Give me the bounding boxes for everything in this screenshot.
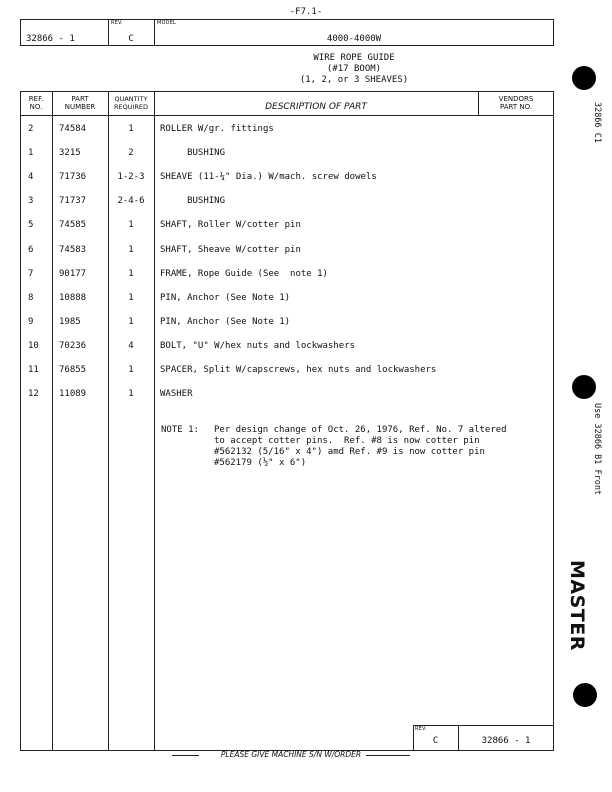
title-line-3: (1, 2, or 3 SHEAVES) bbox=[299, 75, 409, 85]
row-ref: 2 bbox=[28, 124, 34, 134]
col-divider bbox=[52, 91, 53, 751]
col-header-ref: REF. NO. bbox=[28, 95, 44, 111]
row-description: BOLT, "U" W/hex nuts and lockwashers bbox=[160, 341, 356, 351]
note-label: NOTE 1: bbox=[161, 425, 199, 435]
row-description: PIN, Anchor (See Note 1) bbox=[160, 317, 291, 327]
row-part-number: 76855 bbox=[59, 365, 87, 375]
row-part-number: 74585 bbox=[59, 220, 87, 230]
header-rev-label: REV. bbox=[111, 20, 123, 26]
master-stamp: MASTER bbox=[566, 560, 588, 651]
margin-code-top: 32866 C1 bbox=[592, 102, 602, 143]
row-quantity: 1 bbox=[128, 293, 134, 303]
punch-hole bbox=[573, 683, 597, 707]
row-part-number: 70236 bbox=[59, 341, 87, 351]
table-header-rule bbox=[20, 115, 554, 116]
row-ref: 4 bbox=[28, 172, 34, 182]
note-line-3: #562132 (5/16" x 4") amd Ref. #9 is now cotter pin bbox=[214, 447, 485, 457]
row-part-number: 3215 bbox=[59, 148, 81, 158]
title-line-1: WIRE ROPE GUIDE bbox=[313, 53, 395, 63]
row-description: SHEAVE (11-¼" Dia.) W/mach. screw dowels bbox=[160, 172, 377, 182]
row-quantity: 4 bbox=[128, 341, 134, 351]
row-part-number: 90177 bbox=[59, 269, 87, 279]
title-line-2: (#17 BOOM) bbox=[326, 64, 382, 74]
row-part-number: 71737 bbox=[59, 196, 87, 206]
col-divider bbox=[154, 91, 155, 751]
row-part-number: 74583 bbox=[59, 245, 87, 255]
page-number: -F7.1- bbox=[289, 7, 323, 17]
row-quantity: 2 bbox=[128, 148, 134, 158]
row-description: BUSHING bbox=[160, 148, 226, 158]
header-part-number: 32866 - 1 bbox=[26, 34, 75, 44]
row-quantity: 1 bbox=[128, 124, 134, 134]
footer-rev-label: REV. bbox=[415, 726, 427, 732]
footer-rev: C bbox=[432, 736, 439, 746]
row-ref: 12 bbox=[28, 389, 39, 399]
row-description: PIN, Anchor (See Note 1) bbox=[160, 293, 291, 303]
row-description: FRAME, Rope Guide (See note 1) bbox=[160, 269, 328, 279]
row-part-number: 1985 bbox=[59, 317, 81, 327]
row-quantity: 1 bbox=[128, 389, 134, 399]
row-description: SHAFT, Sheave W/cotter pin bbox=[160, 245, 301, 255]
punch-hole bbox=[572, 66, 596, 90]
header-rev: C bbox=[128, 34, 134, 44]
row-ref: 7 bbox=[28, 269, 34, 279]
note-line-4: #562179 (½" x 6") bbox=[214, 458, 307, 468]
parts-table bbox=[20, 91, 554, 751]
row-part-number: 11089 bbox=[59, 389, 87, 399]
row-description: SPACER, Split W/capscrews, hex nuts and lockwashers bbox=[160, 365, 437, 375]
row-ref: 8 bbox=[28, 293, 34, 303]
row-description: SHAFT, Roller W/cotter pin bbox=[160, 220, 301, 230]
row-ref: 9 bbox=[28, 317, 34, 327]
row-quantity: 1 bbox=[128, 365, 134, 375]
row-ref: 1 bbox=[28, 148, 34, 158]
note-line-1: Per design change of Oct. 26, 1976, Ref. No. 7 altered bbox=[214, 425, 507, 435]
row-description: BUSHING bbox=[160, 196, 226, 206]
punch-hole bbox=[572, 375, 596, 399]
row-quantity: 1 bbox=[128, 317, 134, 327]
row-quantity: 2-4-6 bbox=[117, 196, 145, 206]
row-ref: 5 bbox=[28, 220, 34, 230]
margin-code-mid: Use 32866 B1 Front bbox=[592, 403, 602, 496]
row-quantity: 1-2-3 bbox=[117, 172, 145, 182]
row-ref: 11 bbox=[28, 365, 39, 375]
row-quantity: 1 bbox=[128, 220, 134, 230]
row-ref: 3 bbox=[28, 196, 34, 206]
row-description: ROLLER W/gr. fittings bbox=[160, 124, 274, 134]
note-block bbox=[161, 425, 507, 491]
row-ref: 10 bbox=[28, 341, 39, 351]
row-quantity: 1 bbox=[128, 245, 134, 255]
header-model: 4000-4000W bbox=[326, 34, 382, 44]
row-ref: 6 bbox=[28, 245, 34, 255]
row-part-number: 10888 bbox=[59, 293, 87, 303]
row-quantity: 1 bbox=[128, 269, 134, 279]
col-header-part: PART NUMBER bbox=[64, 95, 96, 111]
note-line-2: to accept cotter pins. Ref. #8 is now cotter pin bbox=[214, 436, 480, 446]
row-description: WASHER bbox=[160, 389, 193, 399]
col-header-desc: DESCRIPTION OF PART bbox=[265, 102, 367, 112]
title bbox=[154, 53, 554, 86]
footer-part-number: 32866 - 1 bbox=[481, 736, 531, 746]
row-part-number: 71736 bbox=[59, 172, 87, 182]
col-divider bbox=[108, 91, 109, 751]
col-header-qty: QUANTITY REQUIRED bbox=[113, 95, 149, 111]
footer-notice: PLEASE GIVE MACHINE S/N W/ORDER bbox=[220, 750, 362, 759]
header-model-label: MODEL bbox=[157, 20, 177, 26]
row-part-number: 74584 bbox=[59, 124, 87, 134]
col-header-vendor: VENDORS PART NO. bbox=[498, 95, 534, 111]
